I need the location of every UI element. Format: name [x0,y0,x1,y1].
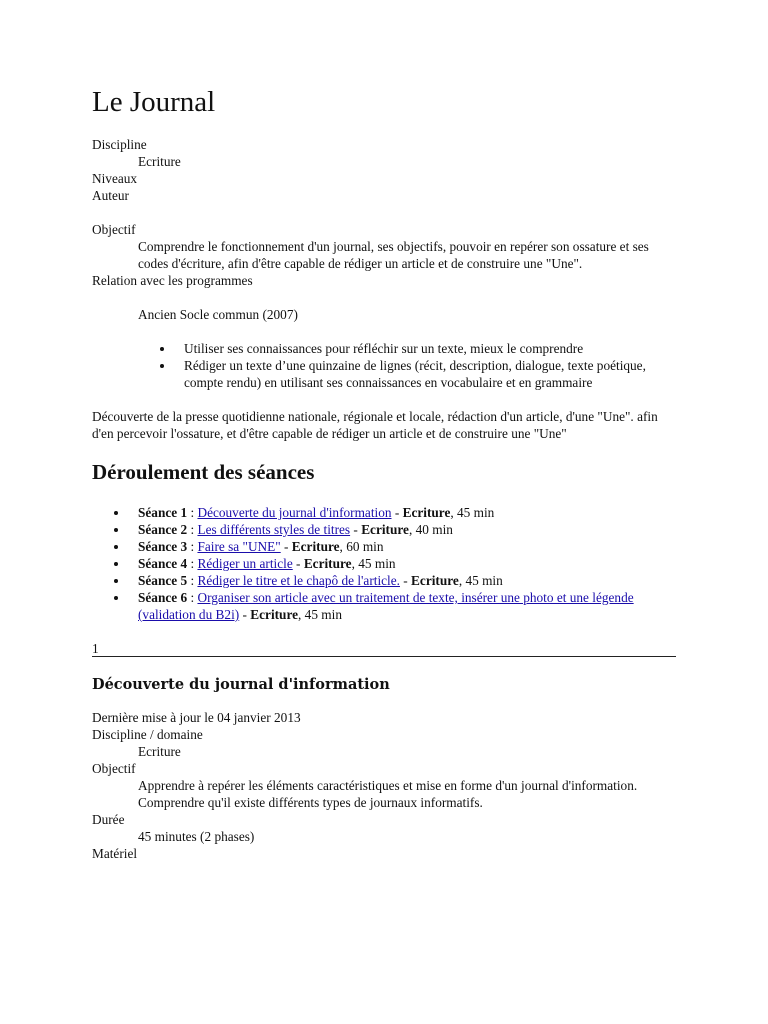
sessions-list [92,504,682,623]
discipline-label: Discipline [92,137,147,152]
session-name: Séance 2 [138,522,188,537]
separator: : [187,522,198,537]
programmes-list [92,340,682,391]
seance1-heading: Découverte du journal d'information [92,676,390,693]
page-title: Le Journal [92,86,216,118]
dash: - [350,522,362,537]
objectif-text: Comprendre le fonctionnement d'un journal, ses objectifs, pouvoir en repérer son ossature et ses codes d'écriture, afin d'être capable de rédiger un article et de construire une "Une". [138,239,649,271]
socle-title: Ancien Socle commun (2007) [138,307,298,322]
separator: : [187,505,198,520]
session-name: Séance 1 [138,505,188,520]
session-name: Séance 5 [138,573,188,588]
session-item [138,572,682,589]
separator: : [187,590,198,605]
page-number: 1 [92,641,99,656]
spacer [92,391,682,408]
objectif-text: Apprendre à repérer les éléments caractéristiques et mise en forme d'un journal d'information. Comprendre qu'il existe différents types de journaux informatifs. [138,778,638,810]
meta-block [92,136,682,204]
session-link[interactable]: Organiser son article avec un traitement de texte, insérer une photo et une légende (validation du B2i) [138,590,634,622]
objectif-label: Objectif [92,222,136,237]
dash: - [391,505,403,520]
session-item [138,504,682,521]
session-link[interactable]: Les différents styles de titres [197,522,351,537]
session-name: Séance 6 [138,590,188,605]
dash: - [292,556,304,571]
duree-value: 45 minutes (2 phases) [138,829,255,844]
materiel-label: Matériel [92,846,138,861]
page-number-row [92,640,682,657]
seance1-block [92,709,682,862]
session-duration: , 45 min [298,607,342,622]
discipline-value: Ecriture [138,154,181,169]
spacer [92,289,682,306]
session-item [138,521,682,538]
session-duration: , 40 min [408,522,453,537]
dash: - [399,573,412,588]
session-item [138,538,682,555]
dash: - [239,607,251,622]
list-item: Utiliser ses connaissances pour réfléchir sur un texte, mieux le comprendre [184,340,682,357]
auteur-label: Auteur [92,188,129,203]
session-discipline: Ecriture [303,556,352,571]
session-item [138,589,682,623]
programmes-label: Relation avec les programmes [92,273,253,288]
dash: - [280,539,292,554]
deroulement-heading: Déroulement des séances [92,460,315,484]
session-discipline: Ecriture [402,505,451,520]
session-name: Séance 3 [138,539,188,554]
separator: : [187,539,198,554]
session-discipline: Ecriture [250,607,299,622]
objectif-label: Objectif [92,761,136,776]
session-discipline: Ecriture [411,573,459,588]
session-duration: , 45 min [458,573,503,588]
separator: : [187,556,198,571]
discipline-domaine-value: Ecriture [138,744,181,759]
session-item [138,555,682,572]
session-link[interactable]: Rédiger un article [197,556,293,571]
duree-label: Durée [92,812,125,827]
session-discipline: Ecriture [291,539,340,554]
niveaux-label: Niveaux [92,171,138,186]
spacer [92,323,682,340]
session-link[interactable]: Rédiger le titre et le chapô de l'article. [197,573,400,588]
discipline-domaine-label: Discipline / domaine [92,727,203,742]
session-duration: , 45 min [351,556,396,571]
document-page [92,82,682,862]
session-discipline: Ecriture [361,522,409,537]
session-link[interactable]: Faire sa "UNE" [197,539,281,554]
spacer [92,204,682,221]
session-duration: , 45 min [450,505,495,520]
updated-date: Dernière mise à jour le 04 janvier 2013 [92,710,301,725]
description-paragraph: Découverte de la presse quotidienne nationale, régionale et locale, rédaction d'un article, d'une "Une". afin d'en percevoir l'ossature, et d'être capable de rédiger un article et de construire une "Une" [92,409,658,441]
separator: : [187,573,198,588]
list-item: Rédiger un texte d’une quinzaine de lignes (récit, description, dialogue, texte poétique, compte rendu) en utilisant ses connaissances en vocabulaire et en grammaire [184,357,682,391]
horizontal-rule [92,656,676,657]
session-duration: , 60 min [339,539,384,554]
session-link[interactable]: Découverte du journal d'information [197,505,392,520]
objectif-block [92,221,682,289]
session-name: Séance 4 [138,556,188,571]
